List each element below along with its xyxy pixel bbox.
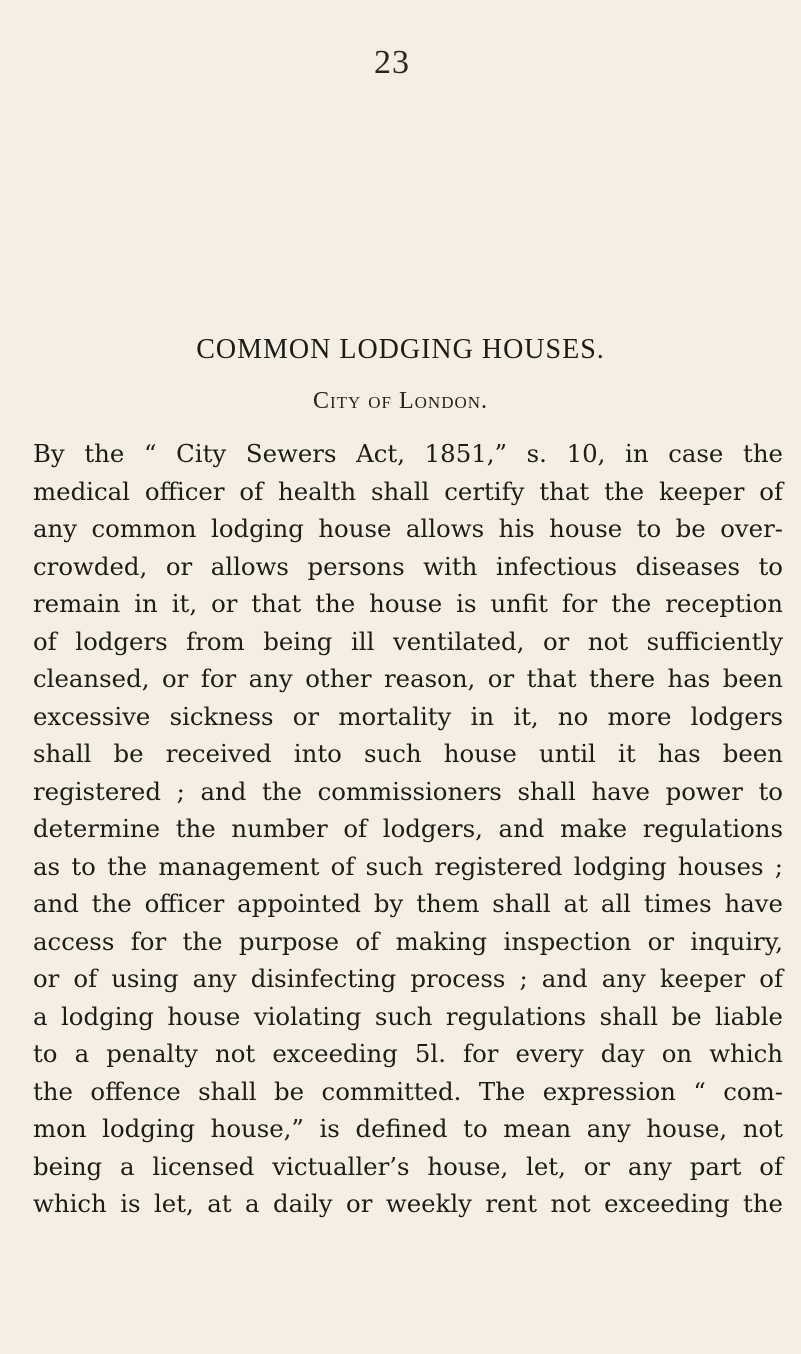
text-line: cleansed, or for any other reason, or that there has been (33, 664, 783, 693)
text-line: of lodgers from being ill ventilated, or not sufficiently (33, 626, 783, 656)
text-line: excessive sickness or mortality in it, no more lodgers (33, 701, 783, 731)
text-line: the offence shall be committed. The expression “ com- (33, 1076, 783, 1106)
text-line: a lodging house violating such regulations shall be liable (33, 1001, 783, 1031)
text-line: medical officer of health shall certify that the keeper of (33, 476, 783, 506)
body-paragraph (33, 435, 783, 1223)
section-subtitle: City of London. (312, 388, 489, 414)
text-line: to a penalty not exceeding 5l. for every day on which (33, 1039, 783, 1068)
text-line: registered ; and the commissioners shall have power to (33, 776, 783, 806)
text-line: as to the management of such registered lodging houses ; (33, 851, 783, 881)
text-line: remain in it, or that the house is unfit for the reception (33, 589, 783, 618)
text-line: any common lodging house allows his house to be over- (33, 514, 783, 543)
text-line: and the officer appointed by them shall at all times have (33, 889, 783, 918)
text-line: determine the number of lodgers, and make regulations (33, 814, 783, 843)
text-line: crowded, or allows persons with infectious diseases to (33, 551, 783, 581)
text-line: shall be received into such house until it has been (33, 739, 783, 768)
text-line: By the “ City Sewers Act, 1851,” s. 10, in case the (33, 439, 783, 468)
text-line: access for the purpose of making inspection or inquiry, (33, 926, 783, 956)
text-line: or of using any disinfecting process ; and any keeper of (33, 964, 783, 993)
text-line: mon lodging house,” is defined to mean any house, not (33, 1114, 783, 1143)
text-line: being a licensed victualler’s house, let, or any part of (33, 1151, 783, 1181)
text-line: which is let, at a daily or weekly rent not exceeding the (33, 1189, 783, 1218)
section-title: COMMON LODGING HOUSES. (196, 334, 605, 365)
page-number: 23 (374, 44, 410, 81)
